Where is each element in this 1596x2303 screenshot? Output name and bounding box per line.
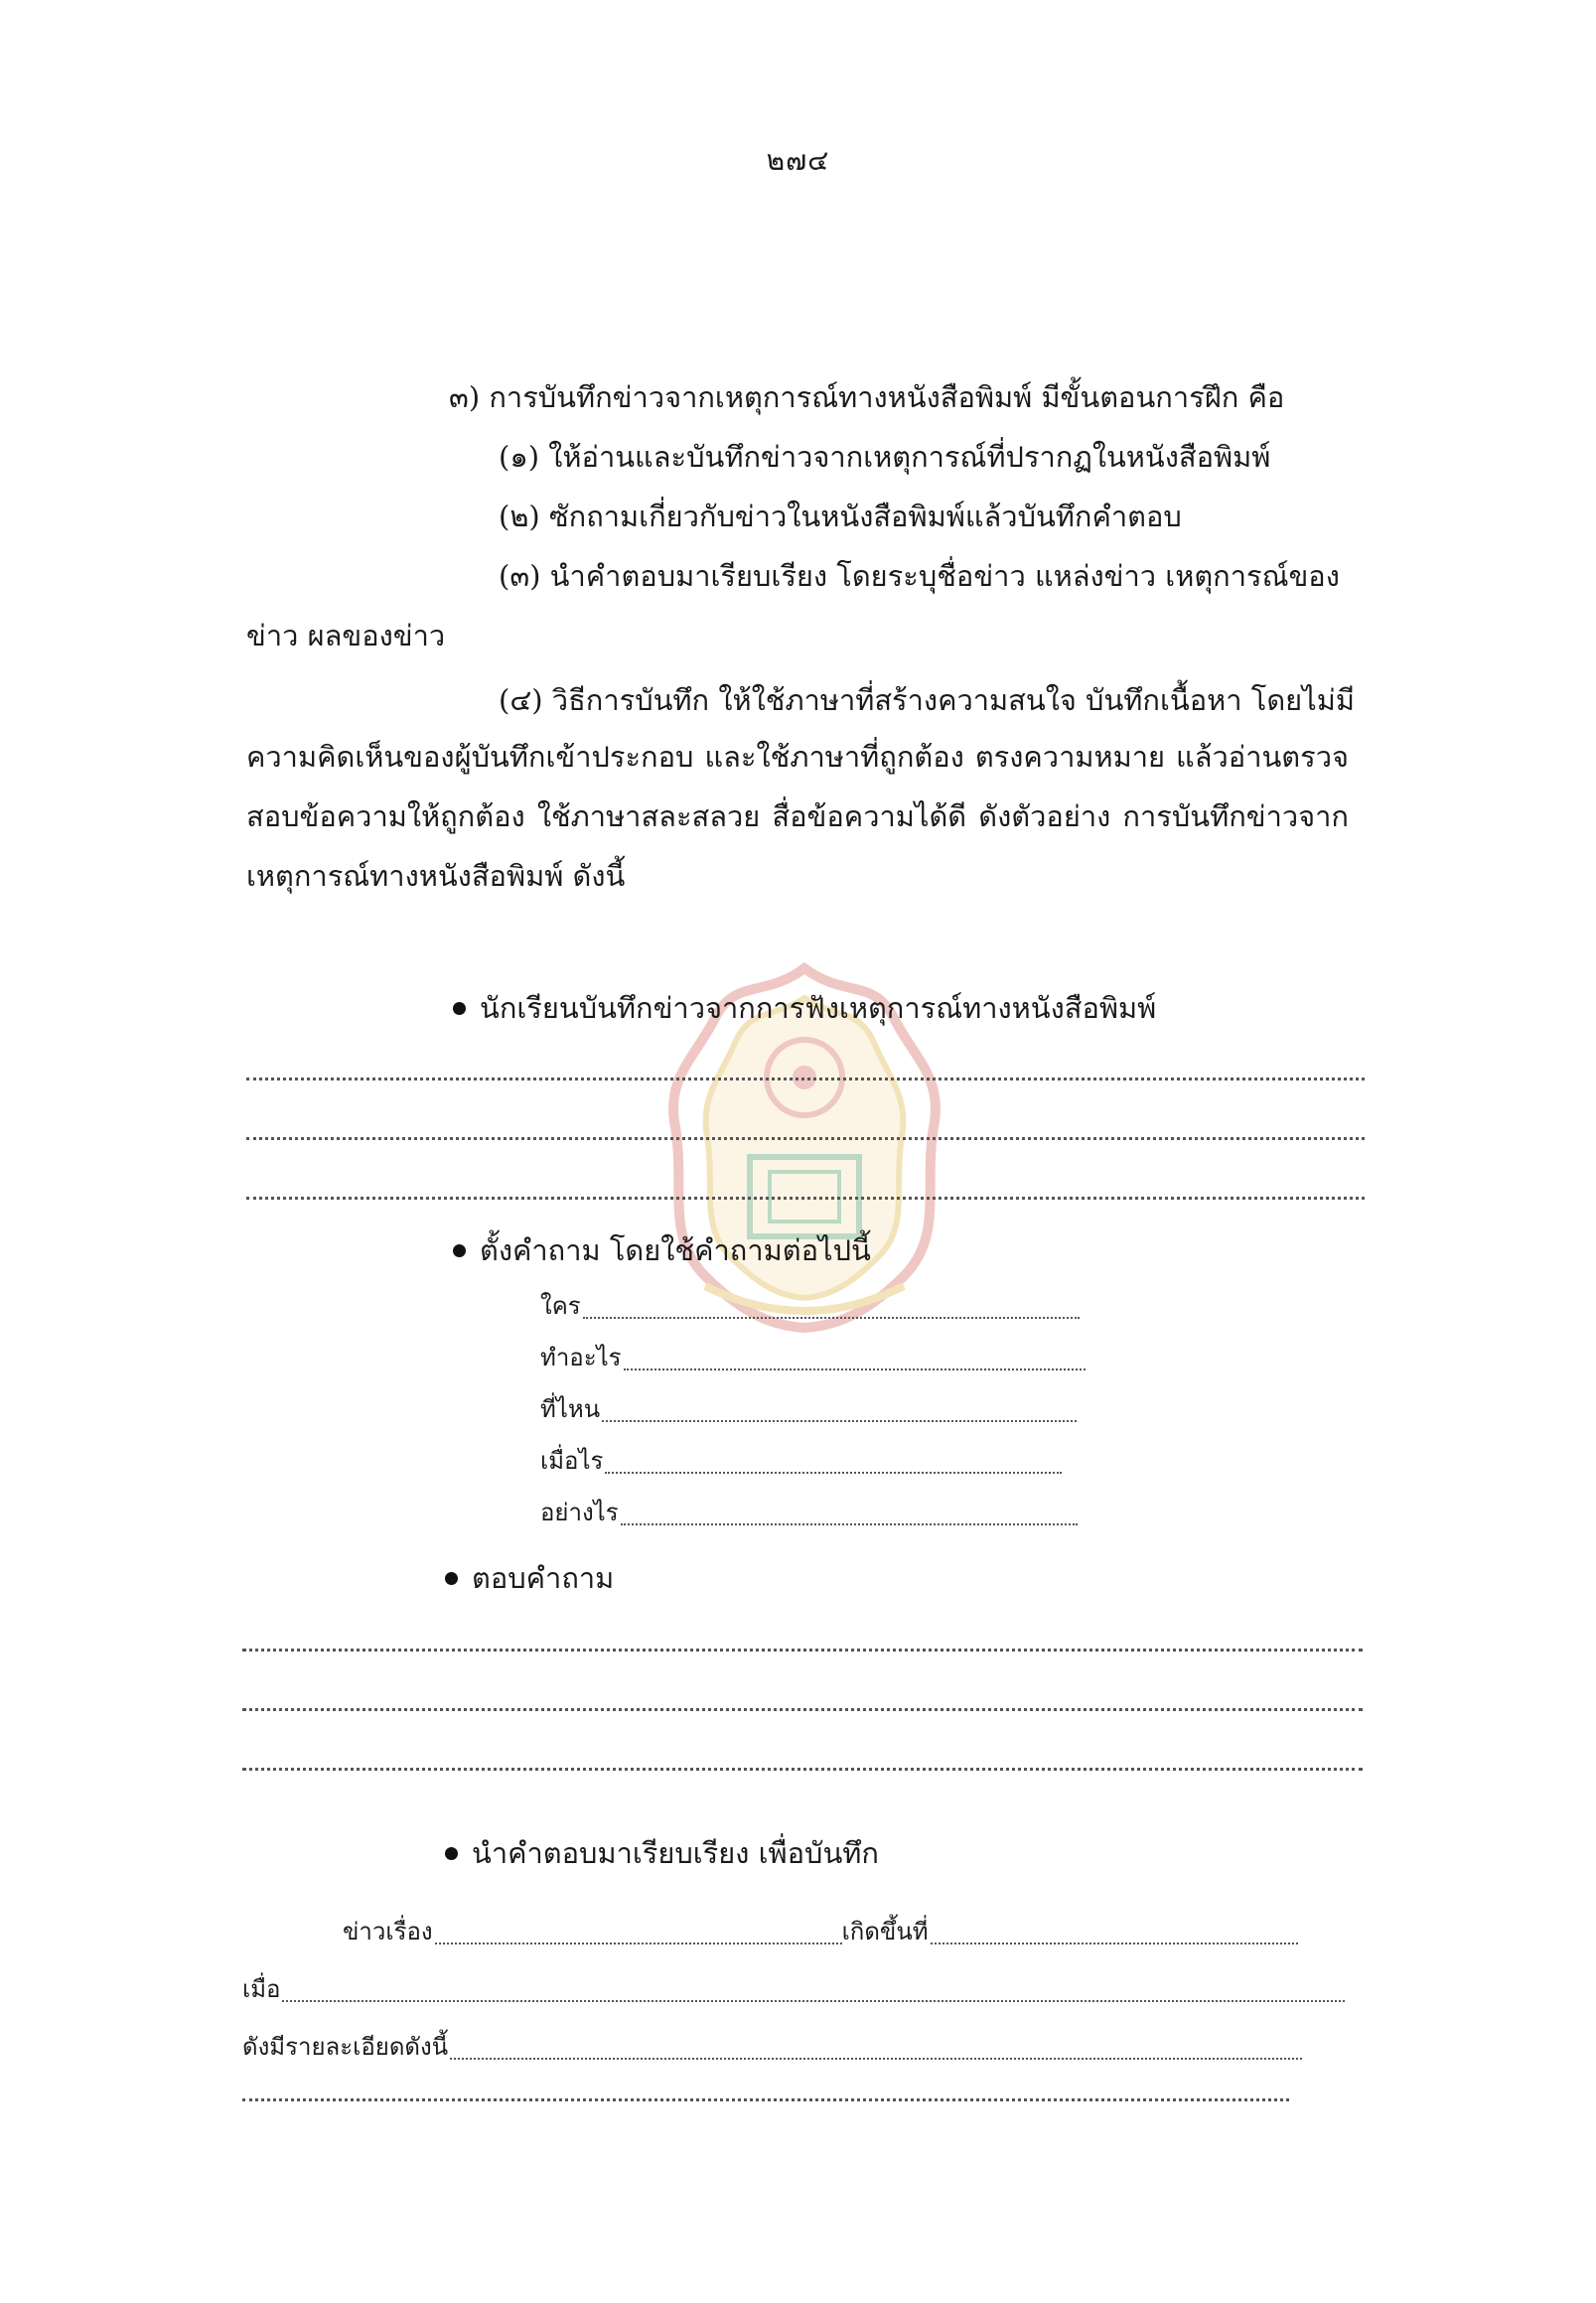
news-title-label: ข่าวเรื่อง <box>343 1918 433 1945</box>
occurred-at-label: เกิดขึ้นที่ <box>841 1918 929 1945</box>
step-3-line-1: (๓) นำคำตอบมาเรียบเรียง โดยระบุชื่อข่าว แหล่งข่าว เหตุการณ์ของ <box>499 559 1340 593</box>
bullet-icon <box>453 1244 466 1257</box>
when-field[interactable] <box>242 1969 1345 2008</box>
news-title-field[interactable] <box>343 1912 1298 1950</box>
bullet-ask-questions <box>453 1227 871 1273</box>
question-what-label: ทำอะไร <box>540 1344 622 1371</box>
step-4-line-4: เหตุการณ์ทางหนังสือพิมพ์ ดังนี้ <box>246 859 626 893</box>
question-how-line[interactable] <box>621 1523 1078 1525</box>
question-what[interactable] <box>540 1338 1086 1376</box>
bullet-icon <box>445 1572 458 1585</box>
step-2: (๒) ซักถามเกี่ยวกับข่าวในหนังสือพิมพ์แล้วบันทึกคำตอบ <box>499 500 1182 533</box>
bullet-icon <box>445 1847 458 1860</box>
section-heading: ๓) การบันทึกข่าวจากเหตุการณ์ทางหนังสือพิมพ์ มีขั้นตอนการฝึก คือ <box>449 380 1285 414</box>
when-line[interactable] <box>282 2000 1345 2002</box>
step-4-line-2: ความคิดเห็นของผู้บันทึกเข้าประกอบ และใช้ภาษาที่ถูกต้อง ตรงความหมาย แล้วอ่านตรวจ <box>246 740 1349 774</box>
step-3-line-2: ข่าว ผลของข่าว <box>246 619 446 652</box>
step-4-paragraph <box>246 727 1349 906</box>
step-1: (๑) ให้อ่านและบันทึกข่าวจากเหตุการณ์ที่ปรากฏในหนังสือพิมพ์ <box>499 440 1271 474</box>
question-what-line[interactable] <box>624 1368 1086 1370</box>
question-how[interactable] <box>540 1493 1078 1531</box>
details-line[interactable] <box>450 2058 1302 2060</box>
answer-line[interactable] <box>246 1137 1365 1140</box>
bullet-answer-questions <box>445 1555 614 1601</box>
answer-line[interactable] <box>246 1197 1365 1200</box>
bullet-ask-questions-label: ตั้งคำถาม โดยใช้คำถามต่อไปนี้ <box>480 1233 871 1267</box>
question-where-label: ที่ไหน <box>540 1395 601 1423</box>
details-field[interactable] <box>242 2027 1302 2066</box>
question-how-label: อย่างไร <box>540 1499 619 1526</box>
answer-line[interactable] <box>246 1078 1365 1080</box>
bullet-answer-questions-label: ตอบคำถาม <box>472 1561 615 1595</box>
question-where-line[interactable] <box>602 1420 1077 1422</box>
bullet-record-news <box>453 985 1156 1031</box>
when-label: เมื่อ <box>242 1975 281 2003</box>
news-title-line[interactable] <box>435 1943 842 1944</box>
question-who[interactable] <box>540 1286 1080 1325</box>
answer-line[interactable] <box>242 1768 1363 1771</box>
occurred-at-line[interactable] <box>931 1943 1298 1944</box>
question-when[interactable] <box>540 1441 1062 1480</box>
bullet-icon <box>453 1002 466 1015</box>
question-who-label: ใคร <box>540 1292 581 1320</box>
details-continuation-line[interactable] <box>242 2098 1289 2101</box>
question-when-line[interactable] <box>605 1472 1062 1474</box>
answer-line[interactable] <box>242 1708 1363 1711</box>
step-4-line-1: (๔) วิธีการบันทึก ให้ใช้ภาษาที่สร้างความสนใจ บันทึกเนื้อหา โดยไม่มี <box>499 683 1355 717</box>
question-where[interactable] <box>540 1389 1077 1428</box>
bullet-compose-record-label: นำคำตอบมาเรียบเรียง เพื่อบันทึก <box>472 1836 879 1870</box>
question-when-label: เมื่อไร <box>540 1447 604 1475</box>
bullet-record-news-label: นักเรียนบันทึกข่าวจากการฟังเหตุการณ์ทางหนังสือพิมพ์ <box>480 991 1157 1025</box>
details-label: ดังมีรายละเอียดดังนี้ <box>242 2033 449 2061</box>
step-4-line-3: สอบข้อความให้ถูกต้อง ใช้ภาษาสละสลวย สื่อข้อความได้ดี ดังตัวอย่าง การบันทึกข่าวจาก <box>246 799 1349 833</box>
answer-line[interactable] <box>242 1649 1363 1652</box>
bullet-compose-record <box>445 1830 879 1876</box>
page-number: ๒๗๔ <box>766 144 830 177</box>
question-who-line[interactable] <box>583 1317 1080 1319</box>
